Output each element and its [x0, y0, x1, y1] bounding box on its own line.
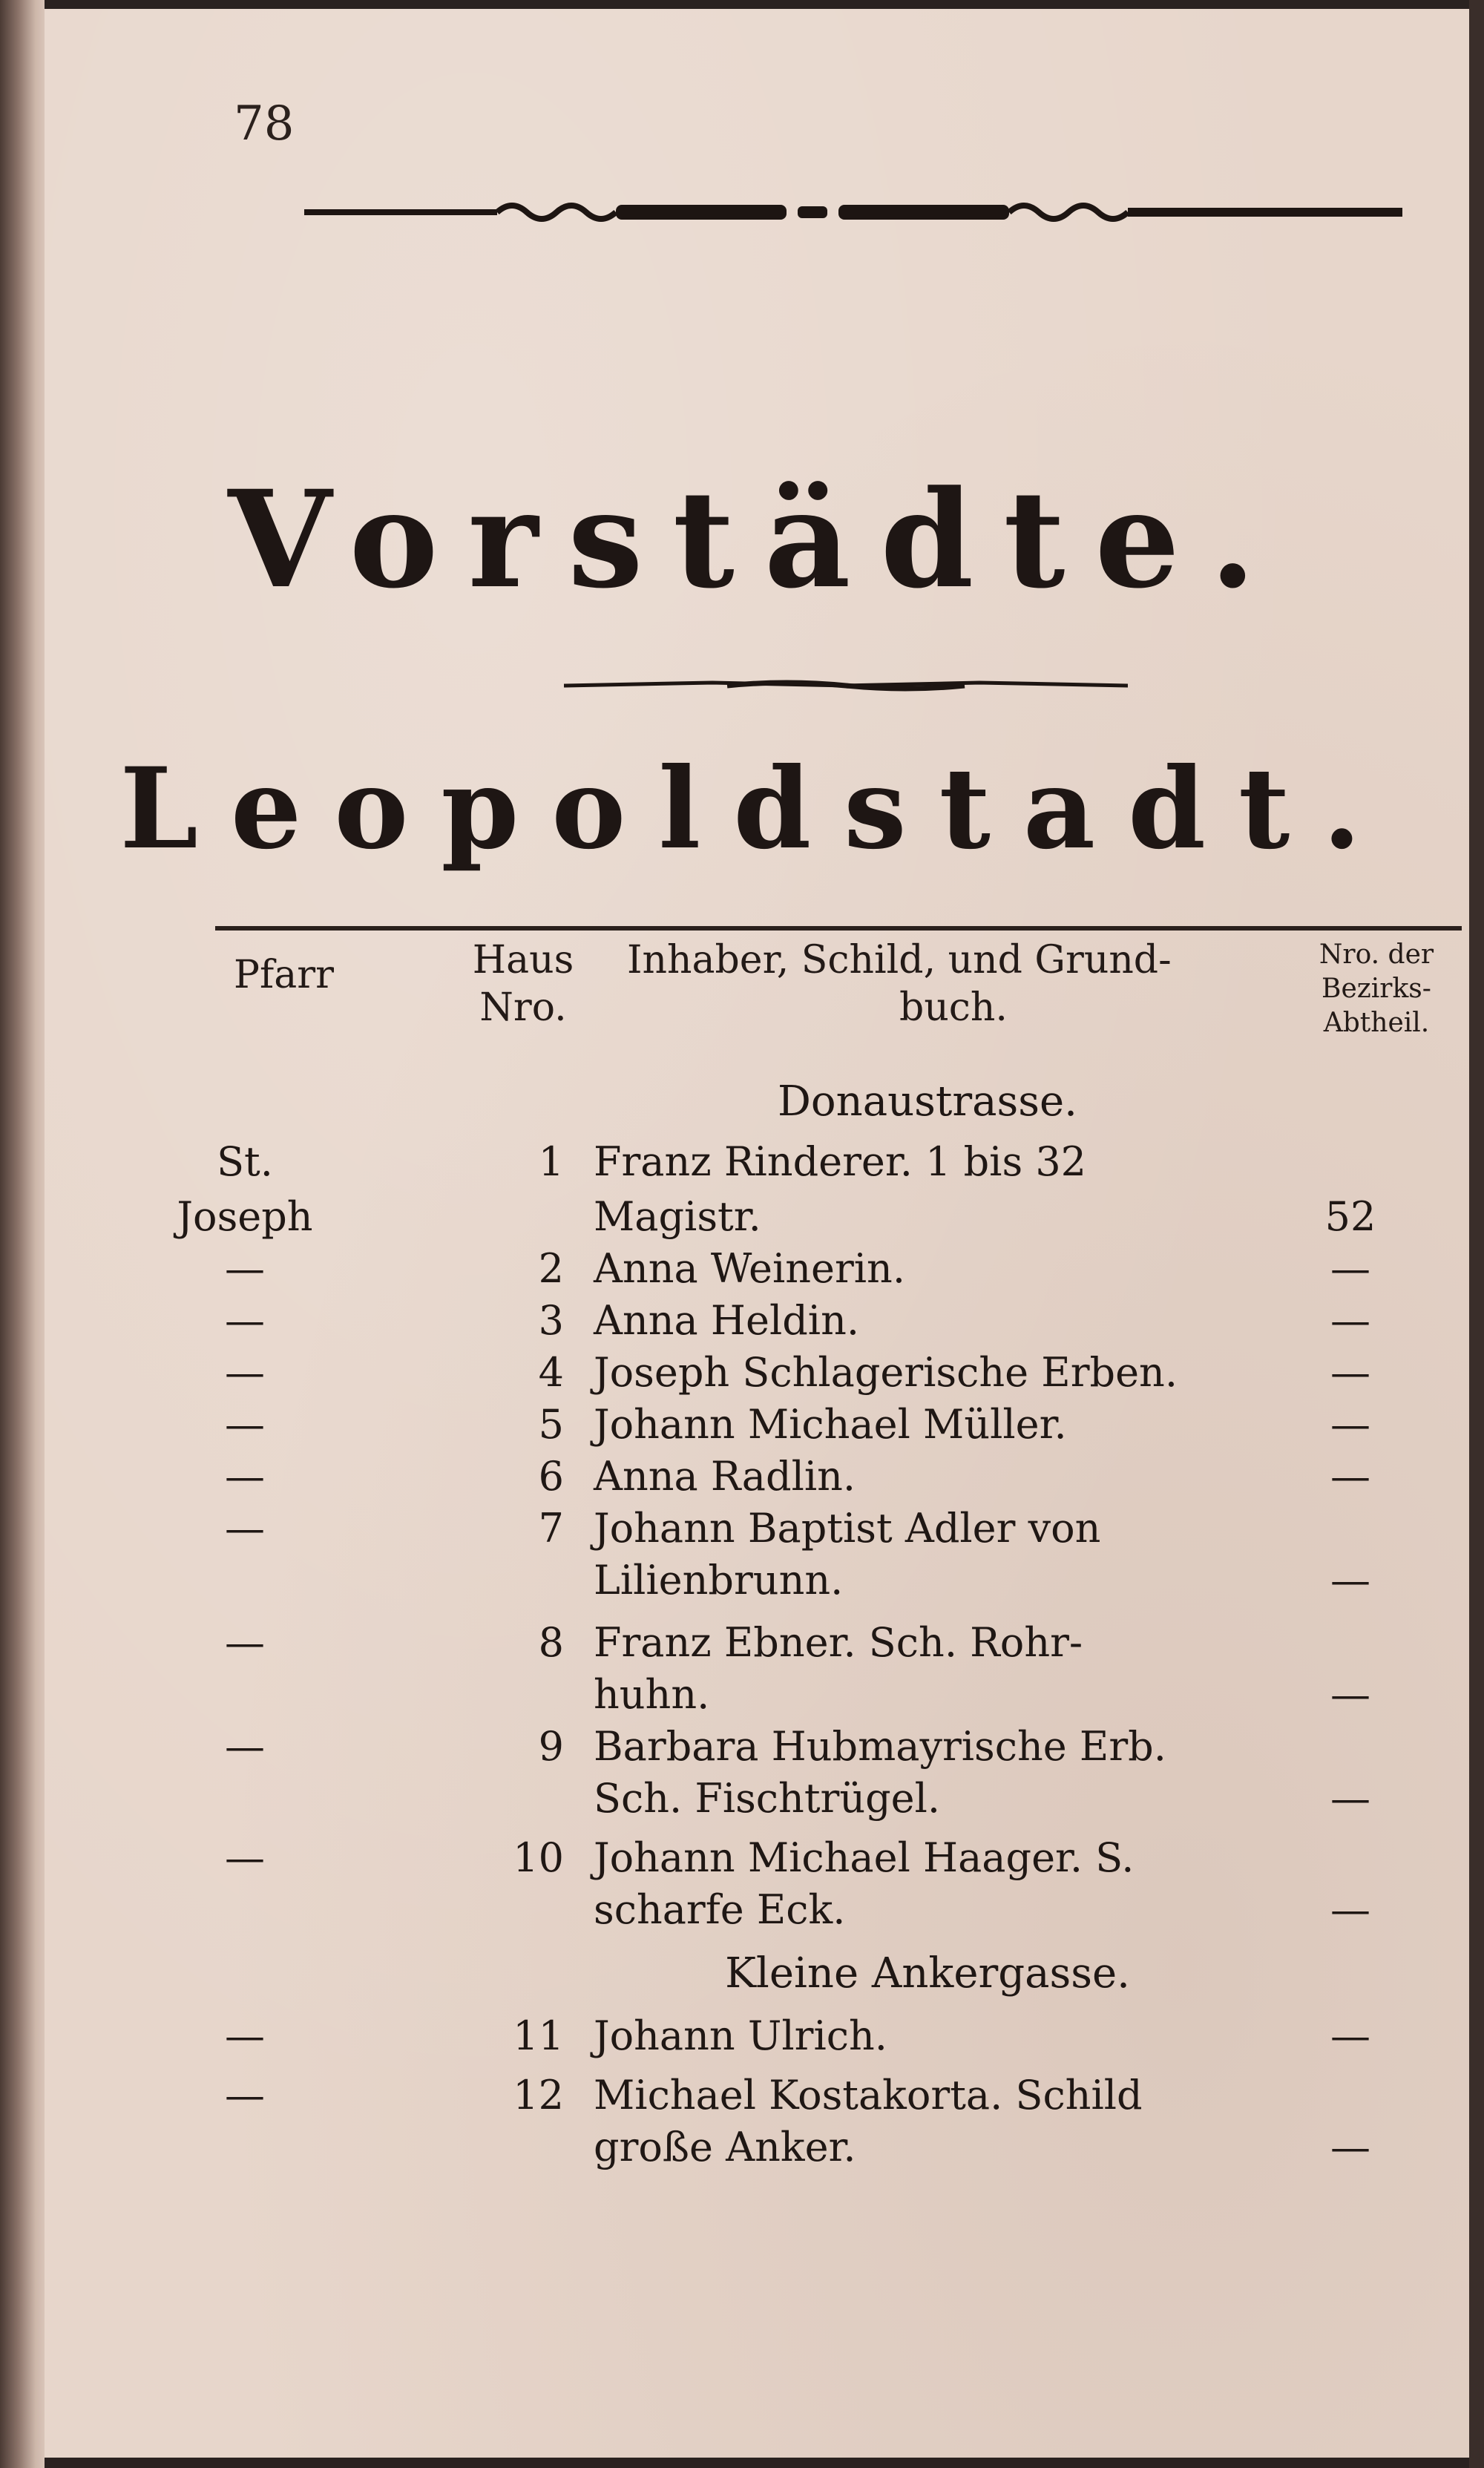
col-pfarr: Pfarr — [234, 953, 334, 997]
cell-name: Johann Baptist Adler von — [594, 1505, 1101, 1552]
col-inhaber — [627, 936, 1280, 1031]
cell-bez: — — [1330, 1245, 1370, 1292]
street-heading: Kleine Ankergasse. — [725, 1949, 1130, 1998]
page-title: Vorstädte. — [228, 462, 1286, 618]
cell-bez: — — [1330, 1886, 1370, 1933]
cell-name: Johann Ulrich. — [594, 2012, 887, 2059]
cell-bez: — — [1330, 1775, 1370, 1822]
col-bezirk-line1: Nro. der — [1319, 939, 1434, 970]
table-row — [45, 1401, 1469, 1457]
cell-nr: 8 — [538, 1619, 564, 1666]
cell-name: Magistr. — [594, 1193, 761, 1240]
cell-nr: 3 — [538, 1297, 564, 1344]
cell-bez: — — [1330, 1297, 1370, 1344]
table-row — [45, 1775, 1469, 1831]
ornament-rule — [304, 194, 1402, 232]
cell-nr: 6 — [538, 1453, 564, 1500]
book-page — [45, 9, 1469, 2458]
page-number: 78 — [234, 96, 295, 151]
cell-name: Franz Rinderer. 1 bis 32 — [594, 1138, 1087, 1185]
cell-pfarr: St. — [217, 1138, 273, 1185]
cell-name: Anna Heldin. — [594, 1297, 860, 1344]
cell-name: Barbara Hubmayrische Erb. — [594, 1723, 1166, 1770]
col-bezirk-line3: Abtheil. — [1323, 1008, 1430, 1038]
cell-bez: — — [1330, 1453, 1370, 1500]
table-row — [45, 1245, 1469, 1302]
cell-bez: — — [1330, 2124, 1370, 2170]
cell-name: Johann Michael Müller. — [594, 1401, 1067, 1448]
cell-nr: 2 — [538, 1245, 564, 1292]
table-row — [45, 1671, 1469, 1727]
table-top-rule — [215, 926, 1462, 931]
cell-pfarr: — — [225, 1401, 265, 1448]
cell-pfarr: — — [225, 1834, 265, 1881]
cell-nr: 1 — [538, 1138, 564, 1185]
cell-pfarr: — — [225, 1245, 265, 1292]
col-bezirk — [1291, 938, 1462, 1040]
cell-pfarr: — — [225, 1723, 265, 1770]
col-haus — [460, 936, 586, 1031]
table-row — [45, 1193, 1469, 1250]
cell-name: huhn. — [594, 1671, 710, 1718]
table-row — [45, 2124, 1469, 2180]
cell-nr: 12 — [513, 2072, 564, 2119]
table-row — [45, 1886, 1469, 1943]
cell-name: Joseph Schlagerische Erben. — [594, 1349, 1178, 1396]
table-row — [45, 1723, 1469, 1779]
col-inhaber-line2: buch. — [899, 985, 1008, 1030]
cell-name: Michael Kostakorta. Schild — [594, 2072, 1143, 2119]
table-row — [45, 1557, 1469, 1613]
district-title: Leopoldstadt. — [119, 744, 1394, 874]
cell-nr: 5 — [538, 1401, 564, 1448]
cell-name: Lilienbrunn. — [594, 1557, 844, 1604]
table-row — [45, 1138, 1469, 1195]
cell-bez: — — [1330, 1557, 1370, 1604]
col-haus-line1: Haus — [472, 938, 574, 982]
cell-pfarr: — — [225, 1297, 265, 1344]
cell-nr: 11 — [513, 2012, 564, 2059]
table-row — [45, 1297, 1469, 1353]
title-divider — [564, 677, 1128, 695]
cell-pfarr: — — [225, 1505, 265, 1552]
cell-bez: — — [1330, 1349, 1370, 1396]
table-row — [45, 1349, 1469, 1405]
cell-nr: 4 — [538, 1349, 564, 1396]
cell-name: Anna Radlin. — [594, 1453, 856, 1500]
cell-name: scharfe Eck. — [594, 1886, 846, 1933]
cell-pfarr: Joseph — [177, 1193, 313, 1240]
cell-nr: 10 — [513, 1834, 564, 1881]
table-row — [45, 1505, 1469, 1561]
cell-bez: — — [1330, 1401, 1370, 1448]
cell-pfarr: — — [225, 1349, 265, 1396]
cell-bez: 52 — [1324, 1193, 1376, 1240]
cell-bez: — — [1330, 2012, 1370, 2059]
cell-pfarr: — — [225, 2012, 265, 2059]
cell-pfarr: — — [225, 2072, 265, 2119]
table-row — [45, 1453, 1469, 1509]
cell-name: Sch. Fischtrügel. — [594, 1775, 941, 1822]
page-right-edge — [1469, 0, 1484, 2468]
col-bezirk-line2: Bezirks- — [1322, 974, 1431, 1004]
cell-name: große Anker. — [594, 2124, 856, 2170]
table-row — [45, 1619, 1469, 1676]
table-row — [45, 2072, 1469, 2128]
cell-nr: 9 — [538, 1723, 564, 1770]
book-spine-edge — [0, 0, 45, 2468]
street-heading: Donaustrasse. — [778, 1077, 1077, 1126]
col-inhaber-line1: Inhaber, Schild, und Grund- — [627, 938, 1172, 982]
cell-pfarr: — — [225, 1619, 265, 1666]
col-haus-line2: Nro. — [479, 985, 567, 1030]
cell-bez: — — [1330, 1671, 1370, 1718]
cell-name: Johann Michael Haager. S. — [594, 1834, 1135, 1881]
cell-name: Anna Weinerin. — [594, 1245, 906, 1292]
table-row — [45, 1834, 1469, 1891]
cell-pfarr: — — [225, 1453, 265, 1500]
table-row — [45, 2012, 1469, 2069]
cell-nr: 7 — [538, 1505, 564, 1552]
cell-name: Franz Ebner. Sch. Rohr- — [594, 1619, 1083, 1666]
